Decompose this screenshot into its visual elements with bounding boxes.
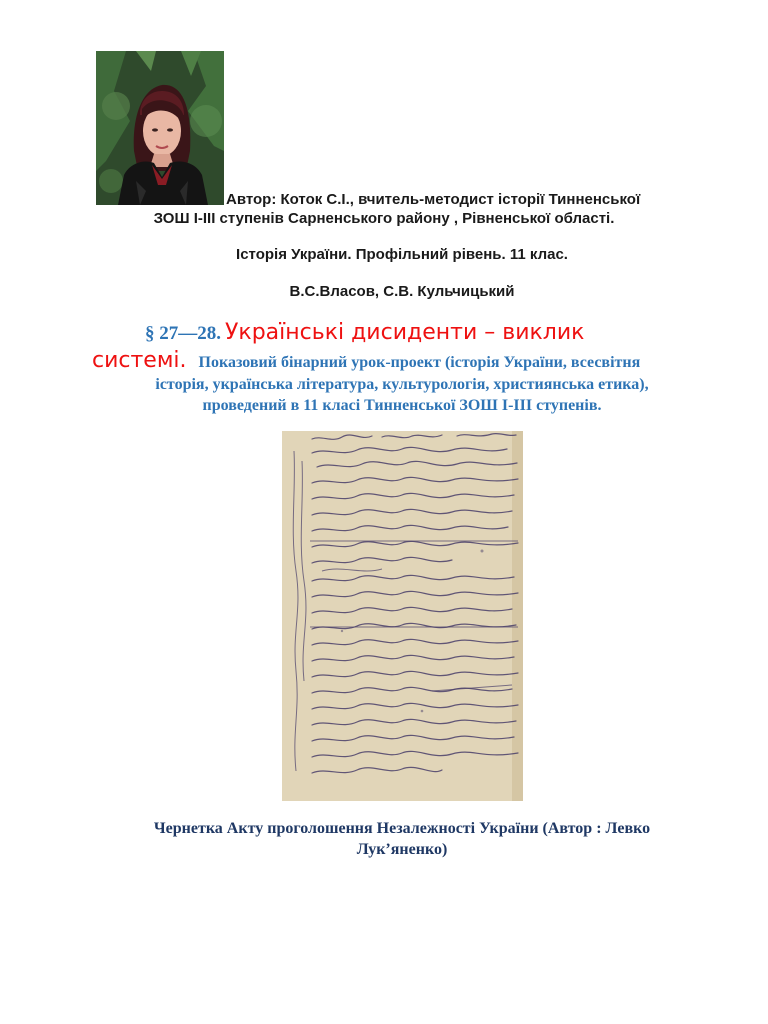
- figure-caption-line-1: Чернетка Акту проголошення Незалежності України (Автор : Левко: [153, 820, 651, 837]
- lesson-description-line-1: Показовий бінарний урок-проект (історія України, всесвітня: [198, 354, 641, 371]
- author-info-line-2: ЗОШ І-ІІІ ступенів Сарненського району , Рівненської області.: [153, 210, 615, 227]
- figure-caption-line-2: Лук’яненко): [356, 841, 448, 858]
- author-photo: [96, 51, 224, 205]
- section-title-part-1: Українські дисиденти – виклик: [225, 320, 585, 345]
- figure-caption: [0, 818, 768, 860]
- section-number: § 27—28.: [145, 323, 221, 344]
- lesson-description-line-2: історія, українська література, культурологія, християнська етика),: [155, 376, 649, 393]
- section-heading-continued: [92, 346, 640, 378]
- textbook-authors: В.С.Власов, С.В. Кульчицький: [289, 283, 515, 300]
- manuscript-draft-image: [282, 431, 523, 801]
- lesson-description-line-3: проведений в 11 класі Тинненської ЗОШ І-ІІІ ступенів.: [202, 397, 602, 414]
- section-title-part-2: системі.: [92, 348, 187, 373]
- course-title: Історія України. Профільний рівень. 11 клас.: [236, 246, 568, 263]
- author-info-line-1: Автор: Коток С.І., вчитель-методист історії Тинненської: [226, 191, 641, 208]
- handwritten-document-scan: [282, 431, 523, 801]
